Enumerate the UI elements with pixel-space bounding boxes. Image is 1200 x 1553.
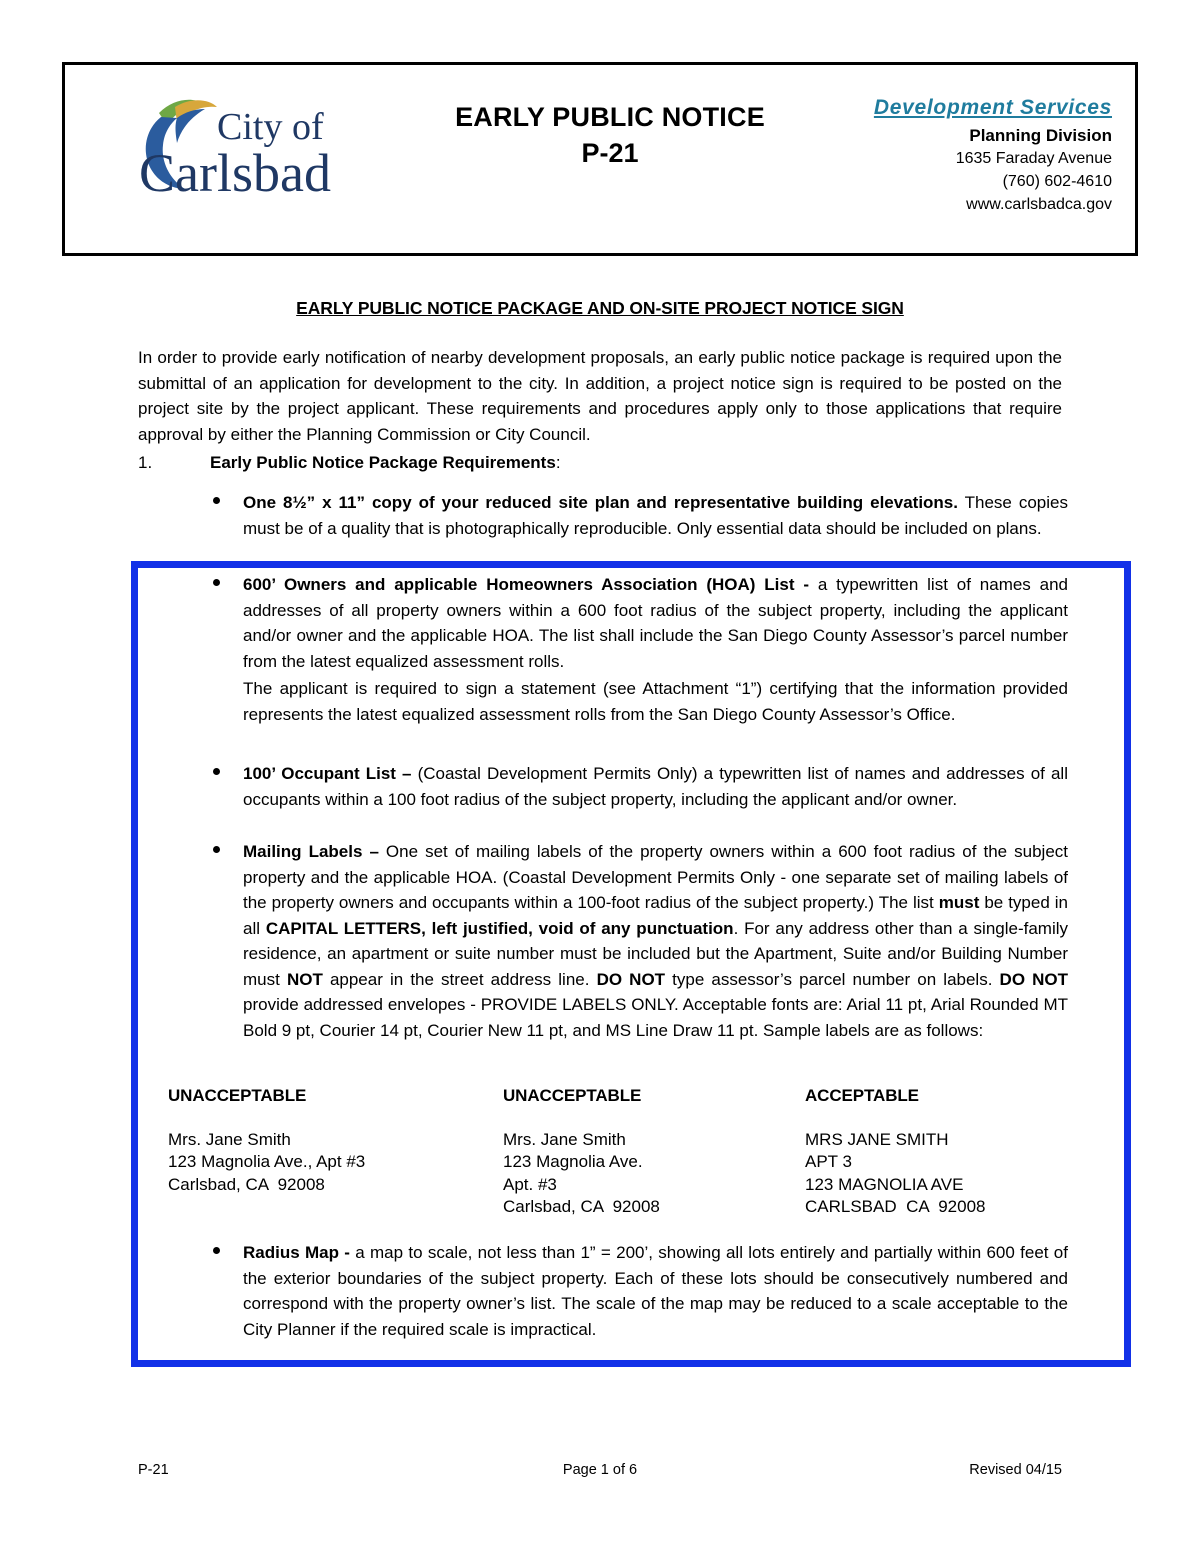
sample-label-line: Apt. #3 bbox=[503, 1174, 557, 1194]
sample-label-column-1 bbox=[168, 1085, 365, 1196]
bullet-radius-lead: Radius Map - bbox=[243, 1243, 350, 1262]
bullet-hoa-body: a typewritten list of names and addresses of all property owners within a 600 foot radius of the subject property, including the applicant and/or owner and the applicable HOA. The list shall include the San Diego County Assessor’s parcel number from the latest equalized assessment rolls. bbox=[243, 575, 1069, 671]
bullet-mailing-b3: NOT bbox=[286, 969, 323, 989]
bullet-mailing-labels bbox=[213, 839, 1068, 1043]
bullet-mailing-b4: DO NOT bbox=[596, 969, 666, 989]
bullet-mailing-b2: CAPITAL LETTERS, left justified, void of any punctuation bbox=[265, 918, 734, 938]
bullet-hoa-list bbox=[213, 572, 1068, 674]
bullet-mailing-p2: be typed in all bbox=[243, 893, 1068, 938]
bullet-icon bbox=[213, 579, 220, 586]
bullet-mailing-p6: provide addressed envelopes - PROVIDE LABELS ONLY. Acceptable fonts are: Arial 11 pt, Arial Rounded MT Bold 9 pt, Courier 14 pt, Courier New 11 pt, and MS Line Draw 11 pt. Sample labels are as follows: bbox=[243, 995, 1068, 1040]
bullet-radius-map bbox=[213, 1240, 1068, 1342]
bullet-icon bbox=[213, 846, 220, 853]
logo-line-carlsbad: Carlsbad bbox=[139, 143, 331, 203]
section-label-suffix: : bbox=[555, 453, 561, 472]
section-1-heading bbox=[138, 450, 1062, 476]
sample-label-line: Mrs. Jane Smith bbox=[168, 1129, 291, 1149]
bullet-mailing-b5: DO NOT bbox=[999, 969, 1069, 989]
footer-revision-date: Revised 04/15 bbox=[969, 1462, 1062, 1478]
paragraph-attachment-statement: The applicant is required to sign a statement (see Attachment “1”) certifying that the information provided represents the latest equalized assessment rolls from the San Diego County Assessor’s Office. bbox=[243, 679, 1068, 724]
footer-form-number: P-21 bbox=[138, 1462, 169, 1478]
city-of-carlsbad-logo bbox=[125, 87, 355, 207]
bullet-mailing-lead: Mailing Labels – bbox=[243, 842, 379, 861]
bullet-mailing-p3: . For any address other than a single-family residence, an apartment or suite number must be included but the Apartment, Suite and/or Building Number must bbox=[243, 918, 1069, 989]
sample-label-heading: UNACCEPTABLE bbox=[168, 1086, 307, 1105]
section-number: 1. bbox=[138, 453, 153, 472]
bullet-site-plan bbox=[138, 490, 1068, 541]
bullet-occupant-list bbox=[213, 761, 1068, 812]
sample-label-column-2 bbox=[503, 1085, 660, 1219]
form-number: P-21 bbox=[581, 138, 639, 168]
sample-label-line: Mrs. Jane Smith bbox=[503, 1129, 626, 1149]
sample-label-line: MRS JANE SMITH bbox=[805, 1129, 949, 1149]
bullet-icon bbox=[213, 1247, 220, 1254]
sample-label-line: 123 Magnolia Ave., Apt #3 bbox=[168, 1152, 366, 1171]
address-line: 1635 Faraday Avenue bbox=[955, 150, 1112, 167]
sample-label-line: CARLSBAD CA 92008 bbox=[805, 1197, 986, 1216]
website-line: www.carlsbadca.gov bbox=[966, 196, 1112, 213]
intro-paragraph: In order to provide early notification of nearby development proposals, an early public notice package is required upon the submittal of an application for development to the city. In addition, a project notice sign is required to be posted on the project site by the project applicant. These requirements and procedures apply only to those applications that require approval by either the Planning Commission or City Council. bbox=[138, 348, 1062, 444]
footer-page-number: Page 1 of 6 bbox=[562, 1462, 638, 1478]
sample-label-column-3 bbox=[805, 1085, 985, 1219]
sample-label-line: APT 3 bbox=[805, 1152, 852, 1171]
bullet-mailing-b1: must bbox=[938, 893, 980, 912]
document-heading: EARLY PUBLIC NOTICE PACKAGE AND ON-SITE PROJECT NOTICE SIGN bbox=[296, 298, 904, 318]
sample-label-heading: UNACCEPTABLE bbox=[503, 1086, 642, 1105]
bullet-occupant-body: (Coastal Development Permits Only) a typewritten list of names and addresses of all occupants within a 100 foot radius of the subject property, including the applicant and/or owner. bbox=[243, 764, 1068, 809]
page-title: EARLY PUBLIC NOTICE bbox=[455, 102, 765, 132]
bullet-hoa-lead: 600’ Owners and applicable Homeowners Association (HOA) List - bbox=[243, 575, 809, 594]
sample-label-line: Carlsbad, CA 92008 bbox=[168, 1174, 325, 1194]
bullet-occupant-lead: 100’ Occupant List – bbox=[243, 764, 412, 783]
bullet-site-plan-body: These copies must be of a quality that is photographically reproducible. Only essential data should be included on plans. bbox=[243, 493, 1068, 538]
bullet-mailing-p5: type assessor’s parcel number on labels. bbox=[665, 969, 1000, 989]
sample-label-line: 123 MAGNOLIA AVE bbox=[805, 1174, 964, 1194]
bullet-mailing-p1: One set of mailing labels of the property owners within a 600 foot radius of the subject property and the applicable HOA. (Coastal Development Permits Only - one separate set of mailing labels of the property owners and occupants within a 100-foot radius of the subject property.) The list bbox=[243, 842, 1068, 912]
document-header-box bbox=[62, 62, 1138, 256]
sample-label-line: 123 Magnolia Ave. bbox=[503, 1152, 643, 1171]
bullet-site-plan-lead: One 8½” x 11” copy of your reduced site plan and representative building elevations. bbox=[243, 493, 958, 512]
bullet-mailing-p4: appear in the street address line. bbox=[322, 969, 597, 989]
logo-line-city-of: City of bbox=[217, 106, 324, 148]
header-contact-block bbox=[752, 95, 1112, 216]
division-name: Planning Division bbox=[969, 126, 1112, 145]
department-name: Development Services bbox=[873, 96, 1112, 119]
phone-line: (760) 602-4610 bbox=[1002, 173, 1112, 190]
bullet-icon bbox=[213, 497, 220, 504]
sample-label-line: Carlsbad, CA 92008 bbox=[503, 1197, 660, 1216]
sample-label-heading: ACCEPTABLE bbox=[805, 1086, 919, 1105]
bullet-radius-body: a map to scale, not less than 1” = 200’, showing all lots entirely and partially within 600 feet of the exterior boundaries of the subject property. Each of these lots should be consecutively numbered and correspond with the property owner’s list. The scale of the map may be reduced to a scale acceptable to the City Planner if the required scale is impractical. bbox=[243, 1243, 1068, 1339]
section-label: Early Public Notice Package Requirements bbox=[210, 453, 556, 472]
bullet-icon bbox=[213, 768, 220, 775]
